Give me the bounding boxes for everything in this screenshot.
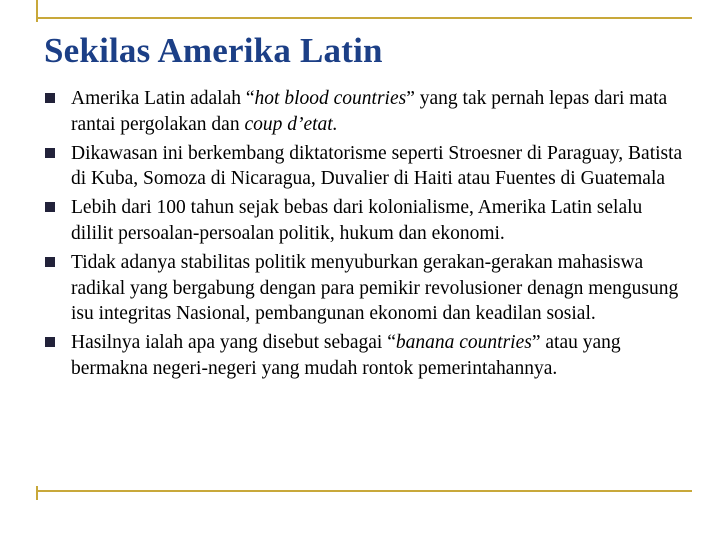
bullet-text [71, 86, 684, 138]
bullet-text-segment: Amerika Latin adalah “ [71, 88, 255, 109]
slide-title: Sekilas Amerika Latin [44, 31, 383, 70]
bullet-text-segment: ” atau yang bermakna negeri-negeri yang mudah rontok pemerintahannya. [71, 332, 621, 379]
bullet-item [44, 330, 684, 382]
bullet-text [71, 330, 684, 382]
square-bullet-icon [45, 148, 55, 158]
bullet-text: Dikawasan ini berkembang diktatorisme seperti Stroesner di Paraguay, Batista di Kuba, Somoza di Nicaragua, Duvalier di Haiti atau Fuentes di Guatemala [71, 142, 683, 190]
square-bullet-icon [45, 202, 55, 212]
bottom-rule [36, 490, 692, 492]
left-rule-top [36, 0, 38, 22]
bullet-text: Tidak adanya stabilitas politik menyuburkan gerakan-gerakan mahasiswa radikal yang bergabung dengan para pemikir revolusioner denagn mengusung isu integritas Nasional, pembangunan ekonomi dan keadilan sosial. [71, 251, 679, 325]
bullet-list [44, 86, 684, 385]
left-rule-bottom [36, 486, 38, 500]
square-bullet-icon [45, 337, 55, 347]
bullet-text-italic: coup d’etat. [244, 113, 338, 135]
square-bullet-icon [45, 93, 55, 103]
bullet-text-segment: ” yang tak pernah lepas dari mata rantai pergolakan dan [71, 88, 668, 135]
bullet-item [44, 141, 684, 193]
bullet-text: Lebih dari 100 tahun sejak bebas dari kolonialisme, Amerika Latin selalu dililit persoalan-persoalan politik, hukum dan ekonomi. [71, 197, 643, 244]
bullet-text-italic: hot blood countries [254, 88, 407, 109]
square-bullet-icon [45, 257, 55, 267]
bullet-text-segment: Hasilnya ialah apa yang disebut sebagai “ [71, 332, 396, 354]
bullet-item [44, 195, 684, 247]
top-rule [36, 17, 692, 19]
bullet-text-italic: banana countries [395, 332, 532, 354]
bullet-item [44, 250, 684, 327]
bullet-item [44, 86, 684, 138]
